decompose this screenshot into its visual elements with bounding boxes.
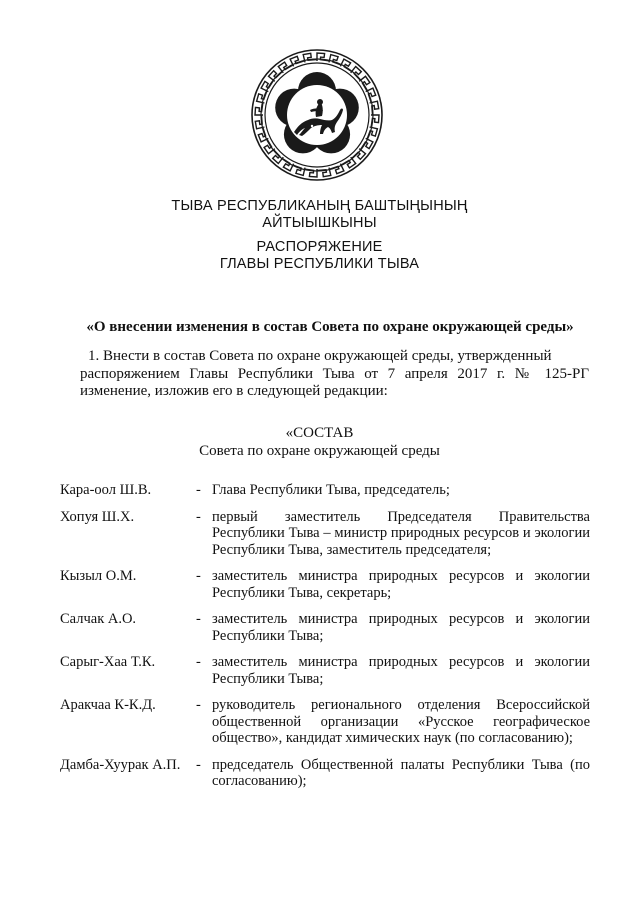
paragraph-first-line: 1. Внести в состав Совета по охране окружающей среды, утвержденный <box>88 348 552 364</box>
member-role: руководитель регионального отделения Всероссийской общественной организации «Русское географическое общество», кандидат химических наук (по согласованию); <box>212 697 590 746</box>
member-role: первый заместитель Председателя Правительства Республики Тыва – министр природных ресурсов и экологии Республики Тыва, заместитель председателя; <box>212 508 590 558</box>
member-dash: - <box>196 482 201 498</box>
header-block-russian <box>0 239 639 273</box>
member-row <box>60 509 590 559</box>
paragraph-continuation: распоряжением Главы Республики Тыва от 7 апреля 2017 г. № 125-РГ изменение, изложив его в следующей редакции: <box>80 365 589 399</box>
header-line-3: РАСПОРЯЖЕНИЕ <box>256 239 383 255</box>
member-name: Дамба-Хуурак А.П. <box>60 756 181 773</box>
member-name: Кара-оол Ш.В. <box>60 482 152 498</box>
member-dash: - <box>196 611 201 627</box>
body-paragraph <box>80 348 589 401</box>
composition-heading <box>0 424 639 460</box>
member-row <box>60 611 590 644</box>
member-row <box>60 757 590 790</box>
member-row <box>60 568 590 601</box>
member-role: Глава Республики Тыва, председатель; <box>212 482 450 498</box>
header-line-4: ГЛАВЫ РЕСПУБЛИКИ ТЫВА <box>219 256 420 272</box>
member-dash: - <box>196 508 201 525</box>
member-role: заместитель министра природных ресурсов и экологии Республики Тыва, секретарь; <box>212 568 590 601</box>
member-role: заместитель министра природных ресурсов и экологии Республики Тыва; <box>212 654 590 687</box>
members-list <box>60 482 590 790</box>
header-line-1: ТЫВА РЕСПУБЛИКАНЫҢ БАШТЫҢЫНЫҢ <box>171 198 468 214</box>
member-name: Салчак А.О. <box>60 611 137 627</box>
member-dash: - <box>196 756 201 773</box>
member-dash: - <box>196 654 201 670</box>
member-role: заместитель министра природных ресурсов и экологии Республики Тыва; <box>212 611 590 644</box>
header-block-tuvan <box>0 198 639 232</box>
member-name: Кызыл О.М. <box>60 568 137 584</box>
member-row <box>60 482 590 499</box>
member-role: председатель Общественной палаты Республики Тыва (по согласованию); <box>212 756 590 789</box>
header-line-2: АЙТЫЫШКЫНЫ <box>262 215 377 231</box>
member-name: Сарыг-Хаа Т.К. <box>60 654 156 670</box>
member-name: Аракчаа К-К.Д. <box>60 697 156 713</box>
member-name: Хопуя Ш.Х. <box>60 508 135 525</box>
document-title: «О внесении изменения в состав Совета по охране окружающей среды» <box>86 319 574 335</box>
composition-heading-line-2: Совета по охране окружающей среды <box>199 443 440 459</box>
member-dash: - <box>196 568 201 584</box>
member-row <box>60 654 590 687</box>
member-dash: - <box>196 697 201 713</box>
coat-of-arms-emblem <box>250 48 384 182</box>
member-row <box>60 697 590 747</box>
composition-heading-line-1: «СОСТАВ <box>285 425 354 441</box>
